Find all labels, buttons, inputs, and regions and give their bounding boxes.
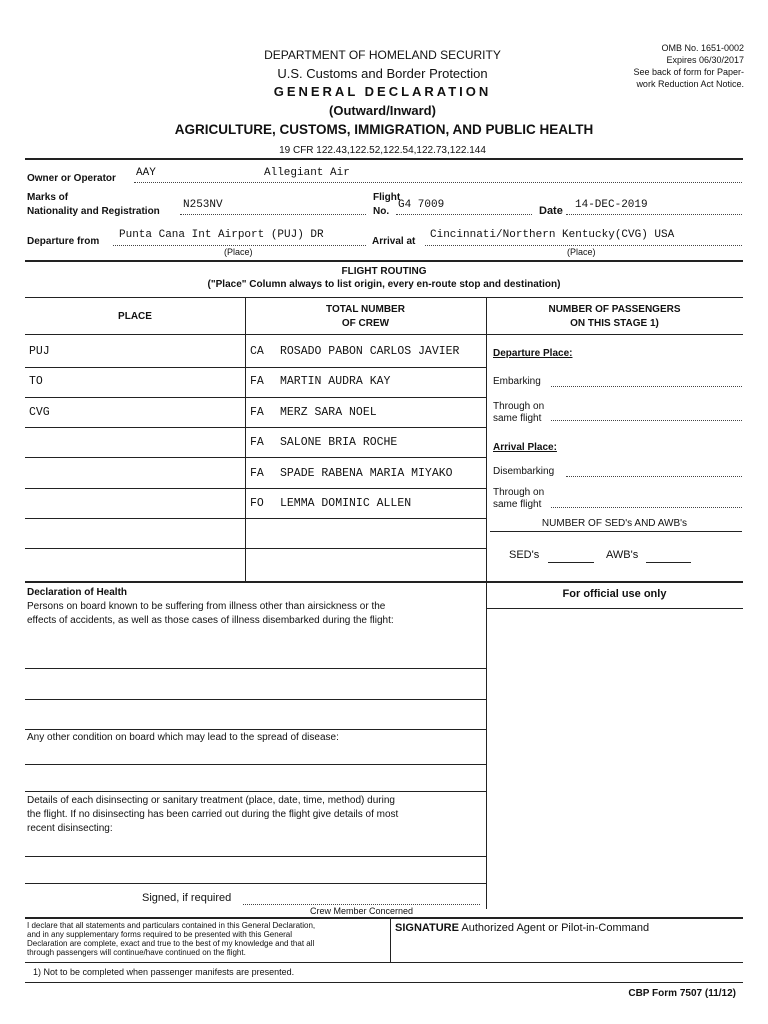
paperwork-note-1: See back of form for Paper- [633,67,744,77]
signed-label: Signed, if required [142,892,232,904]
disinsect-text-1: Details of each disinsecting or sanitary treatment (place, date, time, method) during [27,795,395,806]
registration-line [180,214,366,215]
flight-label-2: No. [373,206,390,217]
awbs-field[interactable] [646,562,691,563]
form-title: GENERAL DECLARATION [273,84,492,99]
disinsect-text-2: the flight. If no disinsecting has been carried out during the flight give details of most [27,809,399,820]
col-passengers-header-2: ON THIS STAGE 1) [570,318,659,329]
health-text-2: effects of accidents, as well as those cases of illness disembarked during the flight: [27,615,394,626]
form-heading: AGRICULTURE, CUSTOMS, IMMIGRATION, AND PUBLIC HEALTH [174,122,594,137]
declaration-line-1: I declare that all statements and particulars contained in this General Declaration, [27,921,316,930]
through-line-arrival [551,507,742,508]
crew-name: ROSADO PABON CARLOS JAVIER [280,345,460,358]
date-value: 14-DEC-2019 [575,199,648,211]
crew-role: FA [250,406,264,419]
departure-line [113,245,366,246]
crew-signature-line[interactable] [243,904,480,905]
crew-name: SALONE BRIA ROCHE [280,436,398,449]
flight-number-value: G4 7009 [398,199,445,211]
owner-name: Allegiant Air [264,167,350,179]
disinsect-text-3: recent disinsecting: [27,823,113,834]
disembarking-line [566,476,742,477]
date-label: Date [539,205,563,217]
departure-value: Punta Cana Int Airport (PUJ) DR [119,229,324,241]
arrival-line [425,245,742,246]
crew-member-caption: Crew Member Concerned [309,906,414,916]
route-place-3: CVG [29,406,50,419]
arrival-value: Cincinnati/Northern Kentucky(CVG) USA [430,229,675,241]
omb-expires: Expires 06/30/2017 [666,55,744,65]
col-crew-header-1: TOTAL NUMBER [326,304,405,315]
crew-name: SPADE RABENA MARIA MIYAKO [280,467,453,480]
departure-place-caption: (Place) [224,247,253,257]
health-title: Declaration of Health [27,587,128,598]
col-passengers-header-1: NUMBER OF PASSENGERS [548,304,681,315]
owner-code: AAY [136,167,156,179]
departure-place-label: Departure Place: [493,348,573,359]
flight-label-1: Flight [373,192,401,203]
department-name: DEPARTMENT OF HOMELAND SECURITY [264,48,501,62]
marks-label-1: Marks of [27,192,69,203]
routing-title: FLIGHT ROUTING [341,266,427,277]
other-condition-label: Any other condition on board which may lead to the spread of disease: [27,732,339,743]
crew-name: LEMMA DOMINIC ALLEN [280,497,412,510]
health-text-1: Persons on board known to be suffering from illness other than airsickness or the [27,601,386,612]
col-crew-header-2: OF CREW [341,318,390,329]
departure-label: Departure from [27,236,100,247]
date-line [566,214,742,215]
through-label-4: same flight [493,499,542,510]
omb-number: OMB No. 1651-0002 [661,43,744,53]
declaration-line-4: through passengers will continue/have continued on the flight. [27,948,246,957]
registration-value: N253NV [183,199,223,211]
through-line-departure [551,420,742,421]
signature-label: SIGNATURE [395,922,459,934]
declaration-line-3: Declaration are complete, exact and true to the best of my knowledge and that all [27,939,315,948]
seds-awbs-title: NUMBER OF SED's AND AWB's [541,518,688,529]
owner-label: Owner or Operator [27,173,116,184]
seds-label: SED's [509,549,540,561]
declaration-line-2: and in any supplementary forms required to be presented with this General [27,930,293,939]
awbs-label: AWB's [606,549,639,561]
cfr-reference: 19 CFR 122.43,122.52,122.54,122.73,122.144 [279,145,486,156]
arrival-place-caption: (Place) [567,247,596,257]
seds-field[interactable] [548,562,594,563]
arrival-place-label: Arrival Place: [493,442,557,453]
route-place-1: PUJ [29,345,50,358]
form-subtitle: (Outward/Inward) [329,103,436,118]
paperwork-note-2: work Reduction Act Notice. [636,79,744,89]
crew-name: MARTIN AUDRA KAY [280,375,391,388]
owner-line [134,182,742,183]
arrival-label: Arrival at [372,236,416,247]
crew-role: FA [250,436,264,449]
disembarking-label: Disembarking [493,466,555,477]
footnote: 1) Not to be completed when passenger manifests are presented. [33,967,295,977]
crew-name: MERZ SARA NOEL [280,406,377,419]
through-label-3: Through on [493,487,545,498]
marks-label-2: Nationality and Registration [27,206,160,217]
official-use-label: For official use only [562,588,667,600]
agency-name: U.S. Customs and Border Protection [277,66,488,81]
flight-number-line [396,214,532,215]
form-identifier: CBP Form 7507 (11/12) [628,988,736,999]
signature-role: Authorized Agent or Pilot-in-Command [461,922,650,934]
embarking-label: Embarking [493,376,541,387]
route-place-2: TO [29,375,43,388]
crew-role: FO [250,497,264,510]
crew-role: FA [250,375,264,388]
through-label-2: same flight [493,413,542,424]
col-place-header: PLACE [118,311,152,322]
embarking-line [551,386,742,387]
crew-role: FA [250,467,264,480]
crew-role: CA [250,345,264,358]
routing-note: ("Place" Column always to list origin, every en-route stop and destination) [207,279,561,290]
through-label-1: Through on [493,401,545,412]
